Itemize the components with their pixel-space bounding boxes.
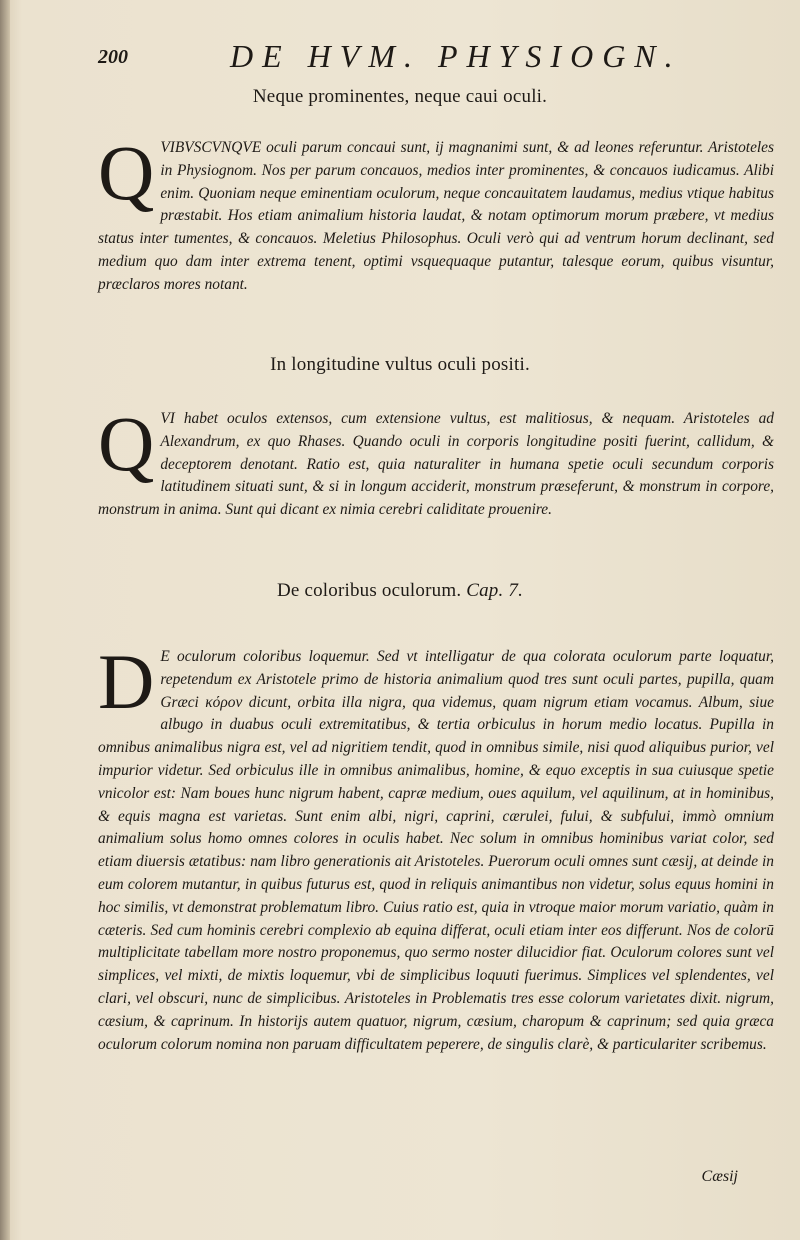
running-title: DE HVM. PHYSIOGN. (230, 38, 682, 74)
section-paragraph-3 (98, 638, 774, 1056)
catchword: Cæsij (701, 1168, 738, 1185)
chapter-number: Cap. 7. (466, 580, 524, 601)
section-heading-1: Neque prominentes, neque caui oculi. (252, 86, 548, 107)
section-paragraph-2 (98, 400, 774, 522)
paragraph-text: VI habet oculos extensos, cum extensione vultus, est malitiosus, & nequam. Aristoteles ad Alexandrum, ex quo Rhases. Quando oculi in corporis longitudine positi fuerint, callidum, & deceptorem denotant. Ratio est, quia naturaliter in humana spetie oculi secundum corporis latitudinem situati sunt, & si in longum acciderit, monstrum præseferunt, & monstrum in corpore, monstrum in anima. Sunt qui dicant ex nimia cerebri caliditate prouenire. (98, 410, 774, 519)
paragraph-text: VIBVSCVNQVE oculi parum concaui sunt, ij magnanimi sunt, & ad leones referuntur. Aristoteles in Physiognom. Nos per parum concauos, medios inter prominentes, & concauos iudicamus. Alibi enim. Quoniam neque eminentiam oculorum, neque concauitatem laudamus, medius vtique habitus præstabit. Hos etiam animalium historia laudat, & notam optimorum morum præbere, vt medius status inter tumentes, & concauos. Meletius Philosophus. Oculi verò qui ad ventrum horum declinant, sed medium quo dam inter extrema tenent, optimi vsquequaque putantur, talesque eorum, quibus visuntur, præclaros mores notant. (98, 139, 774, 293)
paragraph-text: E oculorum coloribus loquemur. Sed vt intelligatur de qua colorata oculorum parte loquatur, repetendum ex Aristotele primo de historia animalium quod tres sunt oculi partes, pupilla, quam Græci κόρον dicunt, orbita illa nigra, qua videmus, quam nigrum etiam vocamus. Album, siue albugo in duabus oculi extremitatibus, & tertia orbiculus in horum medio locatus. Pupilla in omnibus animalibus nigra est, vel ad nigritiem tendit, quod in omnibus simile, nisi quod aliquibus purior, vel impurior videtur. Sed orbiculus ille in omnibus animalibus, homine, & equo exceptis in sua cuiusque spetie vnicolor est: Nam boues hunc nigrum habent, capræ medium, oues aquilum, vel aquilinum, at in hominibus, & equis magna est varietas. Sunt enim albi, nigri, caprini, cærulei, fului, & subfului, immò omnium animalium solus homo omnes colores in oculis habet. Nec solum in omnibus hominibus variat color, sed etiam diuersis ætatibus: nam libro generationis ait Aristoteles. Puerorum oculi omnes sunt cæsij, at deinde in eum colorem mutantur, in quibus futurus est, quod in reliquis animantibus non videtur, solus equus homini in hoc similis, vt demonstrat problematum libro. Cuius ratio est, quia in vtroque maior morum variatio, quàm in cæteris. Sed cum hominis cerebri complexio ab equina differat, oculi etiam inter eos differunt. Nos de colorū multiplicitate tabellam more nostro proponemus, quo sermo noster dilucidior fiat. Oculorum colores sunt vel simplices, vel mixti, de mixtis loquemur, vbi de simplicibus loquuti fuerimus. Simplices vel splendentes, vel clari, vel obscuri, nunc de simplicibus. Aristoteles in Problematis tres esse colorum varietates dixit. nigrum, cæsium, & caprinum. In historijs autem quatuor, nigrum, cæsium, charopum & caprinum; sed quia græca oculorum colorum nomina non paruam difficultatem peperere, de singulis clarè, & particulariter scribemus. (98, 648, 774, 1053)
page-binding-shadow (0, 0, 10, 1240)
page-number: 200 (98, 46, 128, 68)
section-heading-2: In longitudine vultus oculi positi. (270, 354, 530, 375)
drop-cap-initial: Q (98, 400, 155, 487)
chapter-title: De coloribus oculorum. (276, 580, 462, 601)
section-paragraph-1 (98, 129, 774, 297)
drop-cap-initial: Q (98, 129, 155, 216)
section-heading-3 (0, 580, 800, 602)
running-head (98, 38, 708, 78)
drop-cap-initial: D (98, 638, 155, 725)
